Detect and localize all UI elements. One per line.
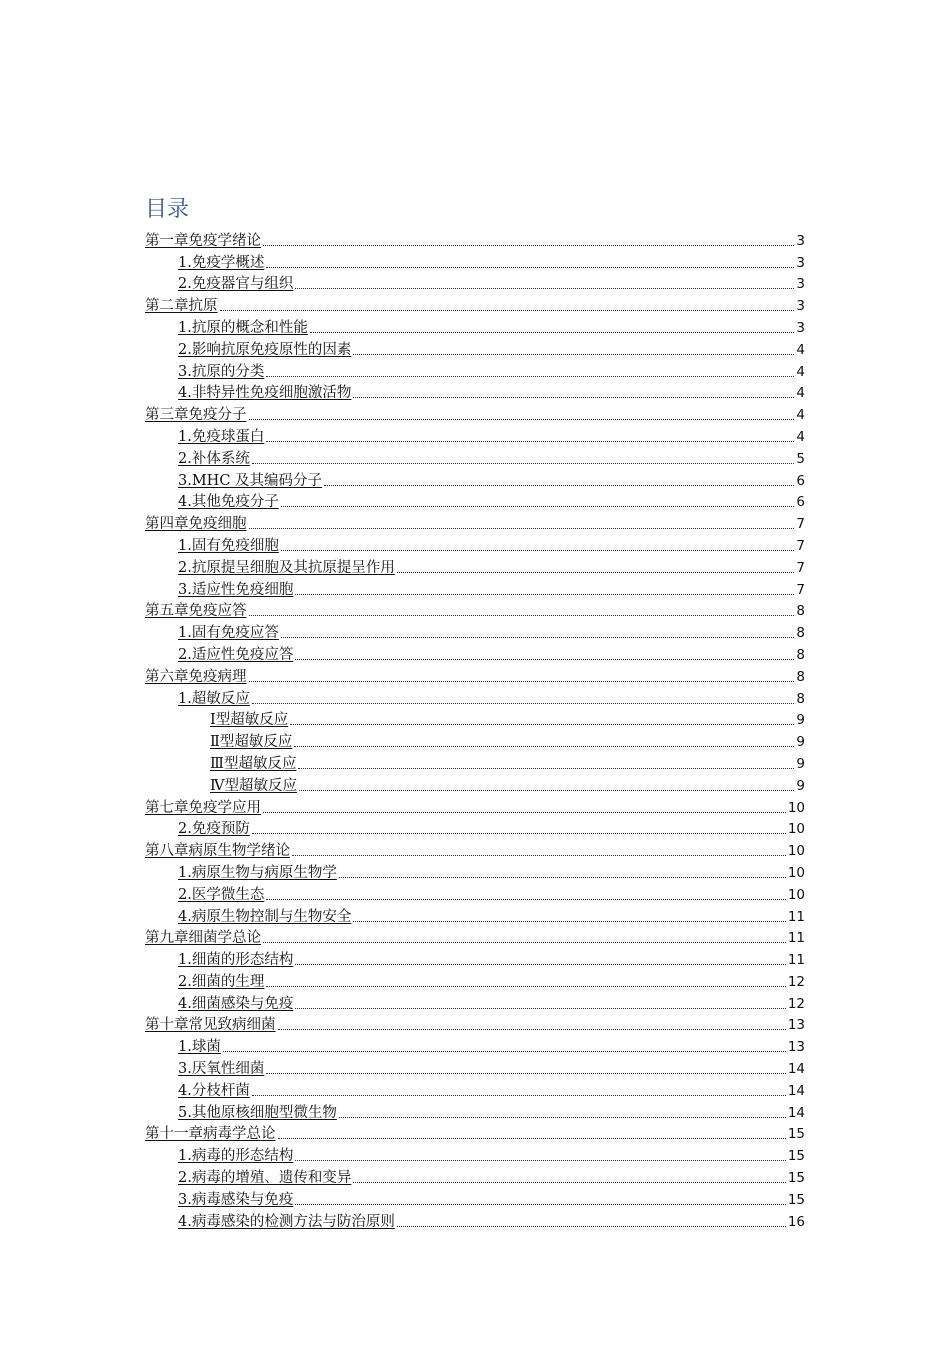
toc-entry[interactable] bbox=[145, 250, 805, 272]
toc-entry-label[interactable]: 2.病毒的增殖、遗传和变异 bbox=[178, 1170, 352, 1187]
toc-entry-page-number[interactable]: 4 bbox=[796, 428, 805, 445]
toc-entry-page-number[interactable]: 15 bbox=[787, 1191, 805, 1208]
toc-entry[interactable] bbox=[145, 969, 805, 991]
toc-entry-label[interactable]: 4.其他免疫分子 bbox=[178, 494, 279, 511]
toc-dot-leader bbox=[278, 1138, 786, 1139]
toc-entry-label[interactable]: Ⅳ型超敏反应 bbox=[210, 777, 297, 794]
toc-entry[interactable] bbox=[145, 1100, 805, 1122]
toc-entry-label[interactable]: 2.抗原提呈细胞及其抗原提呈作用 bbox=[178, 559, 395, 576]
toc-dot-leader bbox=[263, 245, 794, 246]
toc-entry[interactable] bbox=[145, 620, 805, 642]
toc-dot-leader bbox=[249, 419, 795, 420]
toc-entry[interactable] bbox=[145, 424, 805, 446]
toc-entry-page-number[interactable]: 4 bbox=[796, 385, 805, 402]
toc-entry[interactable] bbox=[145, 773, 805, 795]
toc-entry-label[interactable]: 1.病毒的形态结构 bbox=[178, 1148, 294, 1165]
toc-entry[interactable] bbox=[145, 1078, 805, 1100]
toc-entry-label[interactable]: 4.病原生物控制与生物安全 bbox=[178, 908, 352, 925]
toc-dot-leader bbox=[220, 310, 795, 311]
toc-entry[interactable] bbox=[145, 228, 805, 250]
toc-entry-page-number[interactable]: 10 bbox=[787, 864, 805, 881]
toc-entry[interactable] bbox=[145, 577, 805, 599]
toc-entry-label[interactable]: 3.MHC 及其编码分子 bbox=[178, 472, 323, 489]
toc-entry-page-number[interactable]: 8 bbox=[796, 668, 805, 685]
toc-entry-label[interactable]: 4.病毒感染的检测方法与防治原则 bbox=[178, 1213, 395, 1230]
toc-entry-label[interactable]: 3.病毒感染与免疫 bbox=[178, 1191, 294, 1208]
toc-dot-leader bbox=[353, 921, 785, 922]
toc-entry-page-number[interactable]: 14 bbox=[787, 1082, 805, 1099]
table-of-contents bbox=[145, 196, 805, 1231]
toc-entry[interactable] bbox=[145, 1143, 805, 1165]
toc-entry-page-number[interactable]: 14 bbox=[787, 1104, 805, 1121]
toc-dot-leader bbox=[249, 615, 795, 616]
toc-entry-page-number[interactable]: 13 bbox=[787, 1039, 805, 1056]
toc-entry-page-number[interactable]: 9 bbox=[796, 734, 805, 751]
toc-entry-label[interactable]: 第三章免疫分子 bbox=[145, 407, 247, 424]
toc-entry[interactable] bbox=[145, 293, 805, 315]
toc-dot-leader bbox=[324, 485, 794, 486]
toc-entry[interactable] bbox=[145, 337, 805, 359]
toc-entry-page-number[interactable]: 7 bbox=[796, 581, 805, 598]
toc-entry-page-number[interactable]: 4 bbox=[796, 363, 805, 380]
toc-entry-page-number[interactable]: 6 bbox=[796, 494, 805, 511]
toc-entry[interactable] bbox=[145, 1187, 805, 1209]
toc-entry[interactable] bbox=[145, 555, 805, 577]
toc-entry[interactable] bbox=[145, 1122, 805, 1144]
toc-entry[interactable] bbox=[145, 1209, 805, 1231]
toc-dot-leader bbox=[249, 528, 795, 529]
toc-dot-leader bbox=[295, 594, 794, 595]
toc-entry-page-number[interactable]: 10 bbox=[787, 843, 805, 860]
toc-dot-leader bbox=[290, 724, 794, 725]
toc-entry[interactable] bbox=[145, 1034, 805, 1056]
toc-dot-leader bbox=[281, 637, 795, 638]
toc-entry-page-number[interactable]: 15 bbox=[787, 1126, 805, 1143]
toc-entry[interactable] bbox=[145, 795, 805, 817]
toc-entry[interactable] bbox=[145, 402, 805, 424]
toc-dot-leader bbox=[252, 1095, 786, 1096]
toc-entry-page-number[interactable]: 7 bbox=[796, 516, 805, 533]
toc-entry[interactable] bbox=[145, 359, 805, 381]
toc-entry-page-number[interactable]: 8 bbox=[796, 690, 805, 707]
toc-entry-page-number[interactable]: 14 bbox=[787, 1061, 805, 1078]
toc-entry-label[interactable]: 1.免疫学概述 bbox=[178, 254, 265, 271]
toc-entry[interactable] bbox=[145, 947, 805, 969]
toc-dot-leader bbox=[339, 1117, 786, 1118]
toc-entry-label[interactable]: 1.固有免疫细胞 bbox=[178, 537, 279, 554]
toc-dot-leader bbox=[397, 1226, 786, 1227]
toc-entry[interactable] bbox=[145, 838, 805, 860]
toc-entry-label[interactable]: 1.细菌的形态结构 bbox=[178, 952, 294, 969]
toc-entry-label[interactable]: 第一章免疫学绪论 bbox=[145, 232, 261, 249]
toc-dot-leader bbox=[295, 964, 785, 965]
toc-entry-page-number[interactable]: 10 bbox=[787, 799, 805, 816]
toc-dot-leader bbox=[295, 288, 794, 289]
toc-entry-page-number[interactable]: 7 bbox=[796, 537, 805, 554]
toc-dot-leader bbox=[299, 790, 794, 791]
toc-list bbox=[145, 228, 805, 1231]
toc-entry-page-number[interactable]: 10 bbox=[787, 886, 805, 903]
toc-entry-page-number[interactable]: 12 bbox=[787, 995, 805, 1012]
toc-entry[interactable] bbox=[145, 991, 805, 1013]
toc-entry-label[interactable]: 第十一章病毒学总论 bbox=[145, 1126, 276, 1143]
toc-dot-leader bbox=[294, 746, 794, 747]
toc-entry-label[interactable]: 1.固有免疫应答 bbox=[178, 625, 279, 642]
toc-dot-leader bbox=[298, 768, 794, 769]
toc-entry[interactable] bbox=[145, 1165, 805, 1187]
toc-entry[interactable] bbox=[145, 533, 805, 555]
toc-entry-label[interactable]: 2.免疫预防 bbox=[178, 821, 250, 838]
toc-entry-label[interactable]: 第二章抗原 bbox=[145, 298, 218, 315]
toc-dot-leader bbox=[252, 703, 795, 704]
toc-entry-page-number[interactable]: 9 bbox=[796, 777, 805, 794]
toc-entry-label[interactable]: 3.厌氧性细菌 bbox=[178, 1061, 265, 1078]
toc-entry-label[interactable]: 第四章免疫细胞 bbox=[145, 516, 247, 533]
toc-dot-leader bbox=[295, 1204, 785, 1205]
toc-entry-page-number[interactable]: 4 bbox=[796, 407, 805, 424]
toc-dot-leader bbox=[252, 463, 795, 464]
toc-entry-page-number[interactable]: 9 bbox=[796, 712, 805, 729]
toc-entry[interactable] bbox=[145, 446, 805, 468]
toc-entry-label[interactable]: 2.补体系统 bbox=[178, 450, 250, 467]
toc-entry-label[interactable]: 1.免疫球蛋白 bbox=[178, 428, 265, 445]
toc-entry-page-number[interactable]: 3 bbox=[796, 276, 805, 293]
toc-dot-leader bbox=[281, 506, 795, 507]
toc-entry-page-number[interactable]: 3 bbox=[796, 232, 805, 249]
toc-entry[interactable] bbox=[145, 926, 805, 948]
toc-entry[interactable] bbox=[145, 882, 805, 904]
toc-entry[interactable] bbox=[145, 381, 805, 403]
toc-entry[interactable] bbox=[145, 817, 805, 839]
toc-entry-label[interactable]: Ⅱ型超敏反应 bbox=[210, 734, 293, 751]
toc-dot-leader bbox=[281, 550, 795, 551]
toc-dot-leader bbox=[292, 855, 786, 856]
toc-entry[interactable] bbox=[145, 468, 805, 490]
toc-entry[interactable] bbox=[145, 664, 805, 686]
toc-entry-label[interactable]: 4.细菌感染与免疫 bbox=[178, 995, 294, 1012]
toc-entry[interactable] bbox=[145, 904, 805, 926]
toc-entry-label[interactable]: 第十章常见致病细菌 bbox=[145, 1017, 276, 1034]
toc-entry-label[interactable]: 4.分枝杆菌 bbox=[178, 1082, 250, 1099]
toc-dot-leader bbox=[266, 441, 794, 442]
toc-dot-leader bbox=[353, 1182, 785, 1183]
toc-dot-leader bbox=[249, 681, 795, 682]
toc-entry-label[interactable]: 第七章免疫学应用 bbox=[145, 799, 261, 816]
toc-entry-page-number[interactable]: 7 bbox=[796, 559, 805, 576]
toc-dot-leader bbox=[263, 942, 786, 943]
toc-entry-page-number[interactable]: 11 bbox=[787, 952, 805, 969]
toc-entry-label[interactable]: 1.球菌 bbox=[178, 1039, 221, 1056]
toc-entry-page-number[interactable]: 11 bbox=[787, 930, 805, 947]
toc-entry[interactable] bbox=[145, 315, 805, 337]
toc-dot-leader bbox=[295, 1160, 785, 1161]
toc-entry-label[interactable]: 1.超敏反应 bbox=[178, 690, 250, 707]
toc-entry[interactable] bbox=[145, 860, 805, 882]
toc-entry-label[interactable]: 5.其他原核细胞型微生物 bbox=[178, 1104, 337, 1121]
toc-entry-page-number[interactable]: 9 bbox=[796, 755, 805, 772]
toc-dot-leader bbox=[339, 877, 786, 878]
toc-entry-page-number[interactable]: 8 bbox=[796, 646, 805, 663]
toc-dot-leader bbox=[266, 899, 785, 900]
toc-dot-leader bbox=[266, 1073, 785, 1074]
toc-entry-label[interactable]: 第五章免疫应答 bbox=[145, 603, 247, 620]
toc-entry-label[interactable]: 2.影响抗原免疫原性的因素 bbox=[178, 341, 352, 358]
toc-entry-label[interactable]: 1.病原生物与病原生物学 bbox=[178, 864, 337, 881]
toc-entry-label[interactable]: 2.细菌的生理 bbox=[178, 973, 265, 990]
toc-entry-label[interactable]: 2.医学微生态 bbox=[178, 886, 265, 903]
toc-dot-leader bbox=[263, 812, 786, 813]
toc-entry[interactable] bbox=[145, 686, 805, 708]
toc-entry-page-number[interactable]: 4 bbox=[796, 341, 805, 358]
toc-dot-leader bbox=[266, 986, 785, 987]
toc-dot-leader bbox=[278, 1029, 786, 1030]
toc-entry-label[interactable]: 2.适应性免疫应答 bbox=[178, 646, 294, 663]
toc-entry-page-number[interactable]: 6 bbox=[796, 472, 805, 489]
toc-entry-page-number[interactable]: 3 bbox=[796, 298, 805, 315]
toc-dot-leader bbox=[295, 659, 794, 660]
toc-entry[interactable] bbox=[145, 272, 805, 294]
toc-entry-page-number[interactable]: 10 bbox=[787, 821, 805, 838]
toc-entry[interactable] bbox=[145, 490, 805, 512]
toc-entry[interactable] bbox=[145, 708, 805, 730]
toc-dot-leader bbox=[252, 833, 786, 834]
toc-entry-page-number[interactable]: 3 bbox=[796, 254, 805, 271]
toc-entry-label[interactable]: 2.免疫器官与组织 bbox=[178, 276, 294, 293]
toc-dot-leader bbox=[310, 332, 795, 333]
toc-entry-page-number[interactable]: 12 bbox=[787, 973, 805, 990]
toc-entry[interactable] bbox=[145, 729, 805, 751]
toc-entry[interactable] bbox=[145, 511, 805, 533]
toc-entry-label[interactable]: 3.抗原的分类 bbox=[178, 363, 265, 380]
toc-title: 目录 bbox=[145, 197, 190, 222]
toc-dot-leader bbox=[295, 1008, 785, 1009]
toc-dot-leader bbox=[353, 397, 794, 398]
toc-entry-page-number[interactable]: 8 bbox=[796, 603, 805, 620]
toc-entry-label[interactable]: 3.适应性免疫细胞 bbox=[178, 581, 294, 598]
toc-dot-leader bbox=[266, 267, 794, 268]
toc-entry-page-number[interactable]: 5 bbox=[796, 450, 805, 467]
toc-entry-page-number[interactable]: 13 bbox=[787, 1017, 805, 1034]
toc-entry-label[interactable]: 1.抗原的概念和性能 bbox=[178, 319, 308, 336]
toc-entry[interactable] bbox=[145, 642, 805, 664]
toc-entry-page-number[interactable]: 8 bbox=[796, 625, 805, 642]
toc-entry-page-number[interactable]: 3 bbox=[796, 319, 805, 336]
toc-entry-label[interactable]: Ⅲ型超敏反应 bbox=[210, 755, 297, 772]
toc-dot-leader bbox=[353, 354, 794, 355]
toc-entry[interactable] bbox=[145, 1056, 805, 1078]
toc-entry-page-number[interactable]: 11 bbox=[787, 908, 805, 925]
toc-entry-label[interactable]: Ⅰ型超敏反应 bbox=[210, 712, 289, 729]
toc-entry-page-number[interactable]: 15 bbox=[787, 1148, 805, 1165]
toc-entry[interactable] bbox=[145, 599, 805, 621]
toc-entry-page-number[interactable]: 15 bbox=[787, 1170, 805, 1187]
toc-dot-leader bbox=[223, 1051, 786, 1052]
toc-entry-label[interactable]: 4.非特异性免疫细胞激活物 bbox=[178, 385, 352, 402]
toc-dot-leader bbox=[266, 376, 794, 377]
toc-entry-label[interactable]: 第九章细菌学总论 bbox=[145, 930, 261, 947]
toc-entry[interactable] bbox=[145, 1013, 805, 1035]
toc-entry-page-number[interactable]: 16 bbox=[787, 1213, 805, 1230]
toc-dot-leader bbox=[397, 572, 795, 573]
toc-entry-label[interactable]: 第六章免疫病理 bbox=[145, 668, 247, 685]
toc-entry[interactable] bbox=[145, 751, 805, 773]
toc-entry-label[interactable]: 第八章病原生物学绪论 bbox=[145, 843, 290, 860]
